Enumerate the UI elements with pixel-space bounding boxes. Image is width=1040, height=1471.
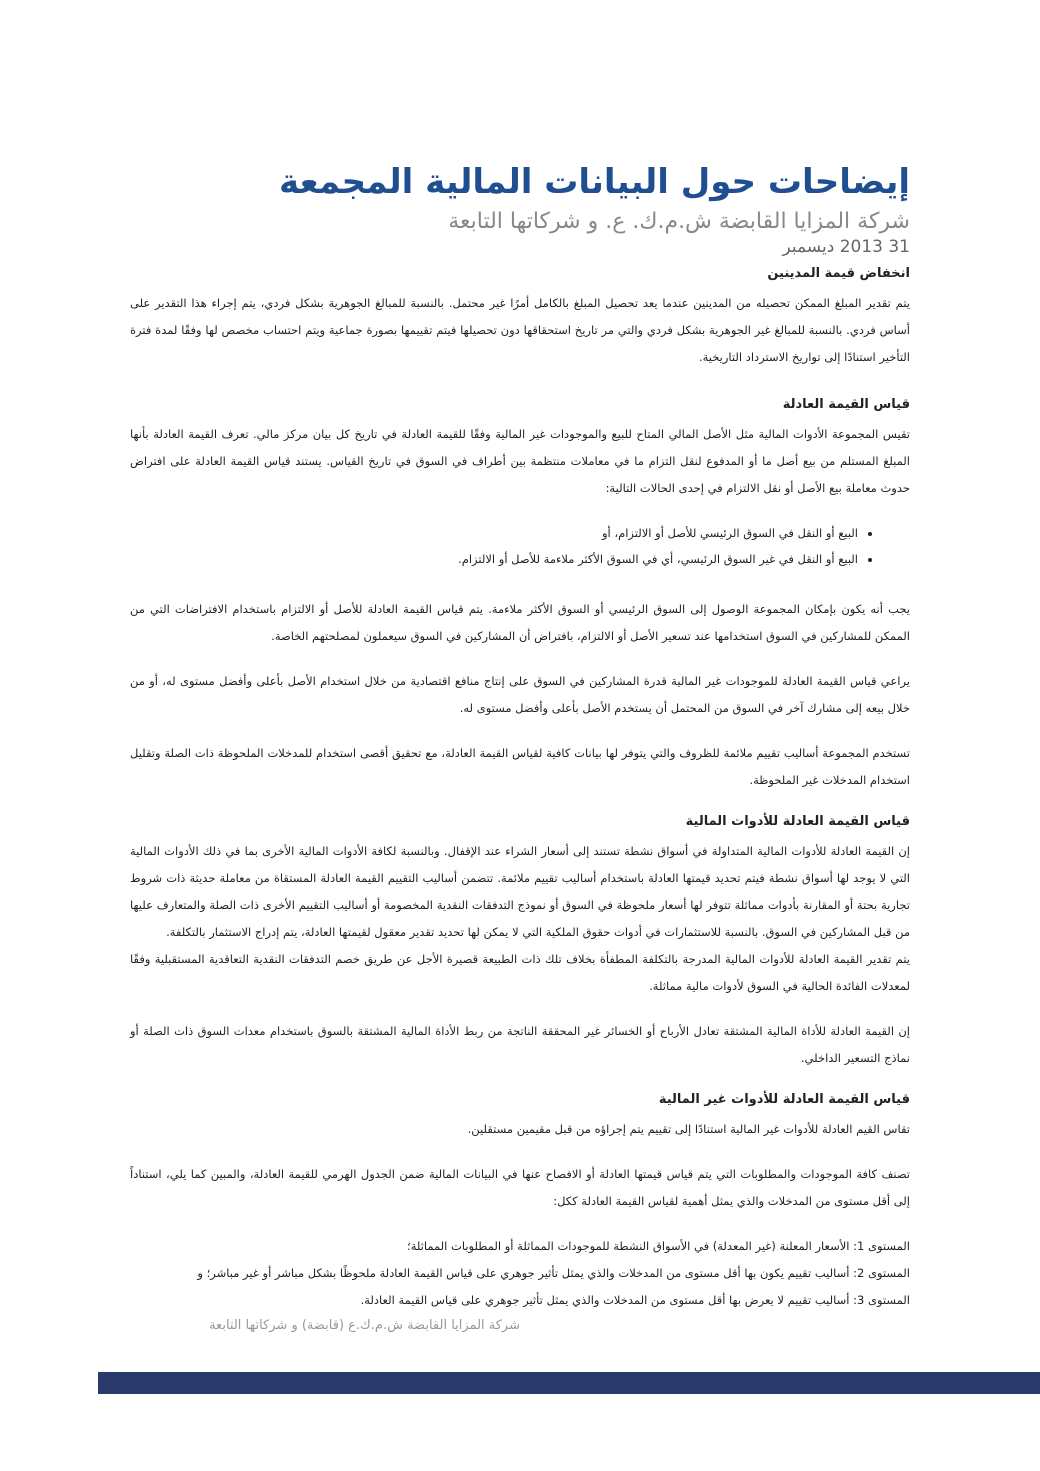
hierarchy-level-2: المستوى 2: أساليب تقييم يكون بها أقل مستوى من المدخلات والذي يمثل تأثير جوهري على قياس القيمة العادلة ملحوظًا بشكل مباشر أو غير مباشر؛ و bbox=[197, 1266, 910, 1280]
paragraph: تقاس القيم العادلة للأدوات غير المالية استنادًا إلى تقييم يتم إجراؤه من قبل مقيمين مستقلين. bbox=[467, 1122, 910, 1136]
paragraph: إن القيمة العادلة للأدوات المالية المتداولة في أسواق نشطة تستند إلى أسعار الشراء عند الإقفال. وبالنسبة لكافة الأدوات المالية الأخرى بما في ذلك الأدوات المالية التي لا يوجد لها أسواق نشطة فيتم تحديد قيمتها العادلة باستخدام أساليب تقييم ملائمة. تتضمن أساليب التقييم القيمة العادلة المستقاة من معاملة حديثة ذات شروط تجارية بحتة أو المقارنة بأدوات مماثلة تتوفر لها أسعار ملحوظة في السوق أو نموذج التدفقات النقدية المخصومة أو أساليب التقييم الأخرى ذات الصلة والمتعارف عليها من قبل المشاركين في السوق. بالنسبة للاستثمارات في أدوات حقوق الملكية التي لا يمكن لها تحديد تقدير معقول لقيمتها العادلة، يتم إدراج الاستثمار بالتكلفة. bbox=[130, 844, 910, 939]
section-impairment bbox=[130, 264, 910, 371]
document-body bbox=[130, 264, 910, 1314]
paragraph: تقيس المجموعة الأدوات المالية مثل الأصل المالي المتاح للبيع والموجودات غير المالية وفقًا للقيمة العادلة في تاريخ كل بيان مركز مالي. تعرف القيمة العادلة بأنها المبلغ المستلم من بيع أصل ما أو المدفوع لنقل التزام ما في معاملات منتظمة بين أطراف في السوق في تاريخ القياس. يستند قياس القيمة العادلة على افتراض حدوث معاملة بيع الأصل أو نقل الالتزام في إحدى الحالات التالية: bbox=[130, 427, 910, 495]
hierarchy-level-1: المستوى 1: الأسعار المعلنة (غير المعدلة) في الأسواق النشطة للموجودات المماثلة أو المطلوبات المماثلة؛ bbox=[407, 1239, 910, 1253]
report-date-year: 2013 bbox=[839, 237, 883, 257]
section-heading: قياس القيمة العادلة للأدوات المالية bbox=[685, 814, 910, 829]
paragraph: تصنف كافة الموجودات والمطلوبات التي يتم قياس قيمتها العادلة أو الافصاح عنها في البيانات المالية ضمن الجدول الهرمي للقيمة العادلة، والمبين كما يلي، استناداً إلى أقل مستوى من المدخلات والذي يمثل أهمية لقياس القيمة العادلة ككل: bbox=[130, 1167, 910, 1208]
hierarchy-level-3: المستوى 3: أساليب تقييم لا يعرض بها أقل مستوى من المدخلات والذي يمثل تأثير جوهري على قياس القيمة العادلة. bbox=[360, 1293, 910, 1307]
report-date bbox=[130, 236, 910, 258]
paragraph: يراعي قياس القيمة العادلة للموجودات غير المالية قدرة المشاركين في السوق على إنتاج منافع اقتصادية من خلال استخدام الأصل بأعلى وأفضل مستوى له، أو من خلال بيعه إلى مشارك آخر في السوق من المحتمل أن يستخدم الأصل بأعلى وأفضل مستوى له. bbox=[130, 674, 910, 715]
page-title: إيضاحات حول البيانات المالية المجمعة bbox=[278, 162, 910, 202]
footer-bar bbox=[98, 1372, 1040, 1394]
list-item: • البيع أو النقل في السوق الرئيسي للأصل أو الالتزام، أو bbox=[130, 520, 858, 546]
paragraph: تستخدم المجموعة أساليب تقييم ملائمة للظروف والتي يتوفر لها بيانات كافية لقياس القيمة العادلة، مع تحقيق أقصى استخدام للمدخلات الملحوظة ذات الصلة وتقليل استخدام المدخلات غير الملحوظة. bbox=[130, 746, 910, 787]
section-heading: انخفاض قيمة المدينين bbox=[767, 266, 910, 281]
section-heading: قياس القيمة العادلة bbox=[782, 397, 910, 412]
paragraph: يتم تقدير القيمة العادلة للأدوات المالية المدرجة بالتكلفة المطفأة بخلاف تلك ذات الطبيعة قصيرة الأجل عن طريق خصم التدفقات النقدية التعاقدية المستقبلية وفقًا لمعدلات الفائدة الحالية في السوق لأدوات مالية مماثلة. bbox=[130, 952, 910, 993]
paragraph: يتم تقدير المبلغ الممكن تحصيله من المدينين عندما يعد تحصيل المبلغ بالكامل أمرًا غير محتمل. بالنسبة للمبالغ الجوهرية بشكل فردي، يتم إجراء هذا التقدير على أساس فردي. بالنسبة للمبالغ غير الجوهرية بشكل فردي والتي مر تاريخ استحقاقها دون تحصيلها فيتم تقييمها بصورة جماعية ويتم احتساب مخصص لها وفقًا لمدة فترة التأخير استنادًا إلى تواريخ الاسترداد التاريخية. bbox=[130, 296, 910, 364]
section-non-financial bbox=[130, 1090, 910, 1314]
footer-company-name: شركة المزايا القابضة ش.م.ك.ع (قابضة) و شركاتها التابعة bbox=[209, 1318, 520, 1333]
page-header bbox=[130, 160, 910, 258]
company-name: شركة المزايا القابضة ش.م.ك. ع. و شركاتها التابعة bbox=[448, 209, 910, 234]
report-date-day: 31 ديسمبر bbox=[782, 237, 910, 257]
section-heading: قياس القيمة العادلة للأدوات غير المالية bbox=[658, 1092, 910, 1107]
section-financial-instruments bbox=[130, 812, 910, 1072]
paragraph: إن القيمة العادلة للأداة المالية المشتقة تعادل الأرباح أو الخسائر غير المحققة الناتجة من ربط الأداة المالية المشتقة بالسوق باستخدام معدات السوق ذات الصلة أو نماذج التسعير الداخلي. bbox=[130, 1024, 910, 1065]
paragraph: يجب أنه يكون بإمكان المجموعة الوصول إلى السوق الرئيسي أو السوق الأكثر ملاءمة. يتم قياس القيمة العادلة للأصل أو الالتزام باستخدام الافتراضات التي من الممكن للمشاركين في السوق استخدامها عند تسعير الأصل أو الالتزام، بافتراض أن المشاركين في السوق سيعملون لمصلحتهم الخاصة. bbox=[130, 602, 910, 643]
bullet-list bbox=[130, 520, 910, 572]
list-item: • البيع أو النقل في غير السوق الرئيسي، أي في السوق الأكثر ملاءمة للأصل أو الالتزام. bbox=[130, 546, 858, 572]
section-fair-value bbox=[130, 395, 910, 794]
